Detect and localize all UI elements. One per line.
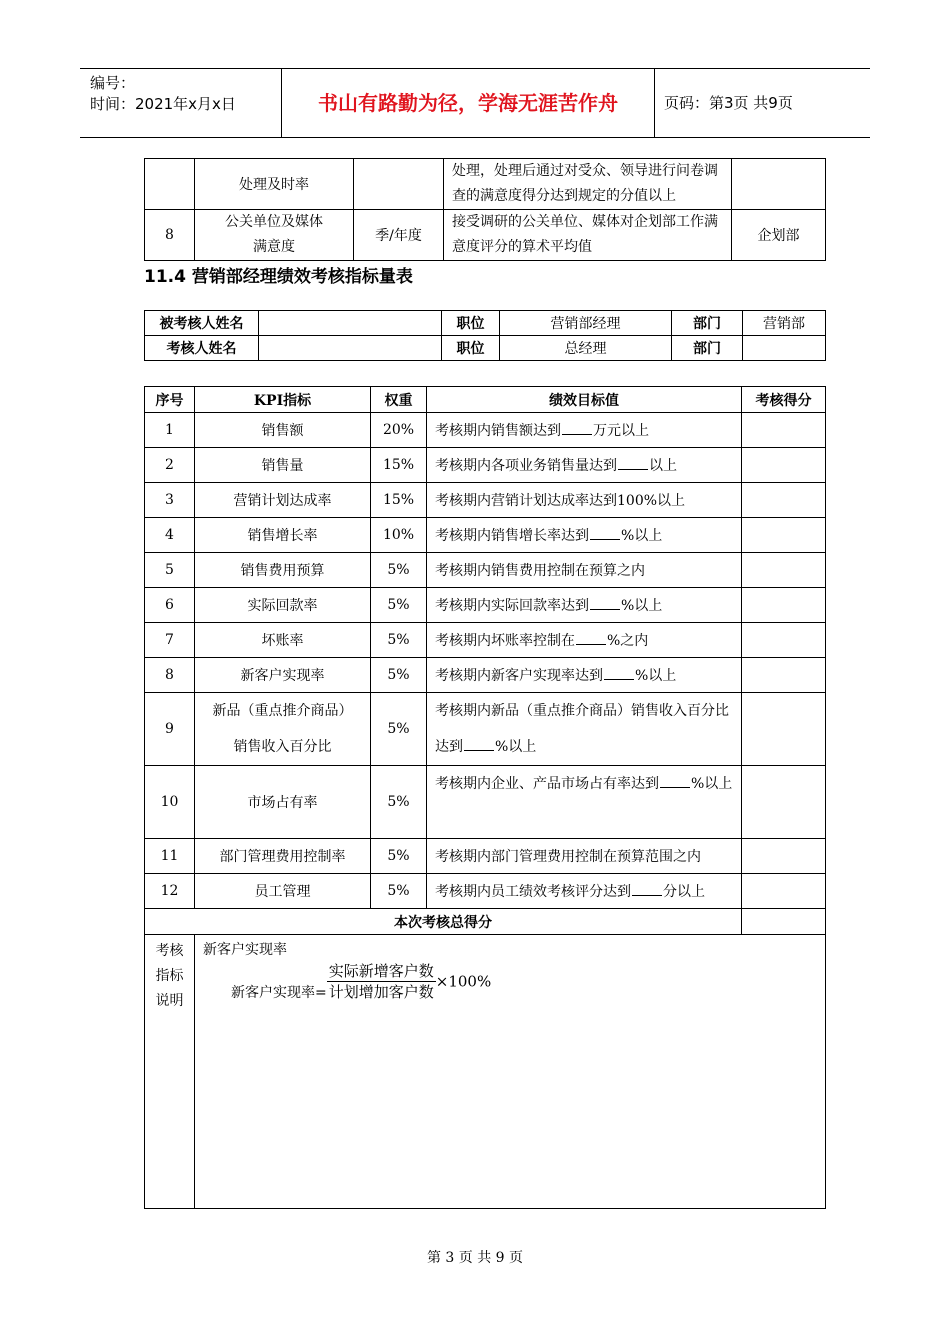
row-weight: 5% <box>371 693 427 766</box>
header-time: 时间：2021年x月x日 <box>90 95 236 113</box>
header-page-number: 页码：第3页 共9页 <box>664 94 793 112</box>
row-target <box>427 413 742 448</box>
row-no: 2 <box>145 448 195 483</box>
target-suffix: 以上 <box>649 458 677 474</box>
target-suffix: %之内 <box>607 633 649 649</box>
row-kpi: 销售量 <box>195 448 371 483</box>
total-label: 本次考核总得分 <box>145 909 742 935</box>
section-title: 11.4 营销部经理绩效考核指标量表 <box>144 267 413 287</box>
assessment-info-table <box>144 310 826 361</box>
assessor-dept <box>743 336 826 361</box>
target-text: 考核期内坏账率控制在 <box>435 633 575 649</box>
row-score <box>742 693 826 766</box>
row-target <box>427 766 742 839</box>
row-no: 6 <box>145 588 195 623</box>
row-score <box>742 874 826 909</box>
table-row <box>145 159 826 210</box>
table-row <box>145 413 826 448</box>
assessor-name <box>259 336 442 361</box>
row-no <box>145 159 195 210</box>
formula-denominator: 计划增加客户数 <box>328 983 434 1001</box>
table-row <box>145 658 826 693</box>
row-score <box>742 483 826 518</box>
row-name: 处理及时率 <box>195 159 354 210</box>
header-code: 编号： <box>90 74 136 92</box>
formula-numerator: 实际新增客户数 <box>328 962 434 980</box>
table-row <box>145 518 826 553</box>
fill-blank[interactable] <box>464 736 494 751</box>
fill-blank[interactable] <box>590 525 620 540</box>
target-suffix: 万元以上 <box>593 423 649 439</box>
target-suffix: %以上 <box>621 528 663 544</box>
assessee-name <box>259 311 442 336</box>
row-kpi: 新品（重点推介商品）销售收入百分比 <box>195 693 371 766</box>
kpi-table <box>144 386 826 1209</box>
row-period <box>354 159 444 210</box>
header-meta <box>80 69 282 137</box>
row-kpi: 新客户实现率 <box>195 658 371 693</box>
target-suffix: 分以上 <box>663 884 705 900</box>
row-desc: 处理，处理后通过对受众、领导进行问卷调查的满意度得分达到规定的分值以上 <box>444 159 732 210</box>
row-period: 季/年度 <box>354 210 444 261</box>
row-target <box>427 658 742 693</box>
assessee-dept: 营销部 <box>743 311 826 336</box>
target-text: 考核期内部门管理费用控制在预算范围之内 <box>435 849 701 865</box>
row-weight: 5% <box>371 623 427 658</box>
notes-label: 考核指标说明 <box>145 935 195 1209</box>
assessee-label: 被考核人姓名 <box>145 311 259 336</box>
dept-label: 部门 <box>672 311 743 336</box>
row-target <box>427 553 742 588</box>
fill-blank[interactable] <box>632 881 662 896</box>
table-row <box>145 839 826 874</box>
row-target <box>427 518 742 553</box>
continued-kpi-table <box>144 158 826 261</box>
formula <box>203 961 817 1002</box>
row-weight: 5% <box>371 839 427 874</box>
row-score <box>742 588 826 623</box>
row-score <box>742 623 826 658</box>
table-row <box>145 693 826 766</box>
assessor-position: 总经理 <box>500 336 672 361</box>
fill-blank[interactable] <box>562 420 592 435</box>
row-weight: 5% <box>371 658 427 693</box>
row-target <box>427 588 742 623</box>
row-weight: 5% <box>371 553 427 588</box>
row-kpi: 实际回款率 <box>195 588 371 623</box>
row-score <box>742 518 826 553</box>
header-score: 考核得分 <box>742 387 826 413</box>
row-kpi: 坏账率 <box>195 623 371 658</box>
row-target <box>427 448 742 483</box>
row-score <box>742 553 826 588</box>
row-weight: 5% <box>371 588 427 623</box>
row-target <box>427 839 742 874</box>
kpi-rows <box>145 413 826 909</box>
row-no: 11 <box>145 839 195 874</box>
notes-content <box>195 935 826 1209</box>
row-kpi: 营销计划达成率 <box>195 483 371 518</box>
row-weight: 20% <box>371 413 427 448</box>
notes-row <box>145 935 826 1209</box>
row-target <box>427 483 742 518</box>
header-weight: 权重 <box>371 387 427 413</box>
row-no: 9 <box>145 693 195 766</box>
row-weight: 5% <box>371 766 427 839</box>
table-row <box>145 588 826 623</box>
fill-blank[interactable] <box>618 455 648 470</box>
table-row <box>145 448 826 483</box>
target-text: 考核期内企业、产品市场占有率达到 <box>435 776 659 792</box>
target-text: 考核期内销售增长率达到 <box>435 528 589 544</box>
target-text: 考核期内员工绩效考核评分达到 <box>435 884 631 900</box>
position-label: 职位 <box>442 311 500 336</box>
row-no: 1 <box>145 413 195 448</box>
table-row <box>145 623 826 658</box>
row-weight: 15% <box>371 483 427 518</box>
assessee-position: 营销部经理 <box>500 311 672 336</box>
row-no: 7 <box>145 623 195 658</box>
table-row <box>145 874 826 909</box>
row-kpi: 销售额 <box>195 413 371 448</box>
target-text: 考核期内新品（重点推介商品）销售收入百分比达到 <box>435 703 729 755</box>
header-no: 序号 <box>145 387 195 413</box>
row-target <box>427 623 742 658</box>
row-score <box>742 766 826 839</box>
fill-blank[interactable] <box>576 630 606 645</box>
target-text: 考核期内销售费用控制在预算之内 <box>435 563 645 579</box>
row-kpi: 市场占有率 <box>195 766 371 839</box>
fill-blank[interactable] <box>604 665 634 680</box>
row-no: 4 <box>145 518 195 553</box>
fill-blank[interactable] <box>590 595 620 610</box>
position-label: 职位 <box>442 336 500 361</box>
row-weight: 15% <box>371 448 427 483</box>
row-score <box>742 448 826 483</box>
row-weight: 5% <box>371 874 427 909</box>
header-motto: 书山有路勤为径，学海无涯苦作舟 <box>282 69 655 137</box>
table-row <box>145 311 826 336</box>
row-kpi: 销售增长率 <box>195 518 371 553</box>
target-text: 考核期内实际回款率达到 <box>435 598 589 614</box>
table-row <box>145 210 826 261</box>
row-weight: 10% <box>371 518 427 553</box>
row-score <box>742 658 826 693</box>
row-name: 公关单位及媒体满意度 <box>195 210 354 261</box>
table-header-row <box>145 387 826 413</box>
formula-rhs: ×100% <box>435 972 492 991</box>
row-dept: 企划部 <box>732 210 826 261</box>
row-score <box>742 839 826 874</box>
notes-title: 新客户实现率 <box>203 942 287 958</box>
target-suffix: %以上 <box>495 739 537 755</box>
table-row <box>145 483 826 518</box>
target-text: 考核期内营销计划达成率达到100%以上 <box>435 493 686 509</box>
formula-fraction <box>327 961 436 1002</box>
target-suffix: %以上 <box>621 598 663 614</box>
target-suffix: %以上 <box>635 668 677 684</box>
dept-label: 部门 <box>672 336 743 361</box>
fill-blank[interactable] <box>660 773 690 788</box>
row-no: 8 <box>145 210 195 261</box>
target-text: 考核期内新客户实现率达到 <box>435 668 603 684</box>
row-target <box>427 874 742 909</box>
row-target <box>427 693 742 766</box>
total-score <box>742 909 826 935</box>
target-text: 考核期内销售额达到 <box>435 423 561 439</box>
row-kpi: 员工管理 <box>195 874 371 909</box>
row-kpi: 销售费用预算 <box>195 553 371 588</box>
row-no: 5 <box>145 553 195 588</box>
row-no: 10 <box>145 766 195 839</box>
target-text: 考核期内各项业务销售量达到 <box>435 458 617 474</box>
row-no: 12 <box>145 874 195 909</box>
formula-lhs: 新客户实现率= <box>231 984 327 1001</box>
page-header <box>80 68 870 138</box>
row-dept <box>732 159 826 210</box>
row-score <box>742 413 826 448</box>
target-suffix: %以上 <box>691 776 733 792</box>
total-row <box>145 909 826 935</box>
table-row <box>145 766 826 839</box>
header-kpi: KPI指标 <box>195 387 371 413</box>
header-target: 绩效目标值 <box>427 387 742 413</box>
row-no: 8 <box>145 658 195 693</box>
row-desc: 接受调研的公关单位、媒体对企划部工作满意度评分的算术平均值 <box>444 210 732 261</box>
page-footer: 第 3 页 共 9 页 <box>426 1250 524 1266</box>
assessor-label: 考核人姓名 <box>145 336 259 361</box>
row-kpi: 部门管理费用控制率 <box>195 839 371 874</box>
table-row <box>145 553 826 588</box>
row-no: 3 <box>145 483 195 518</box>
table-row <box>145 336 826 361</box>
